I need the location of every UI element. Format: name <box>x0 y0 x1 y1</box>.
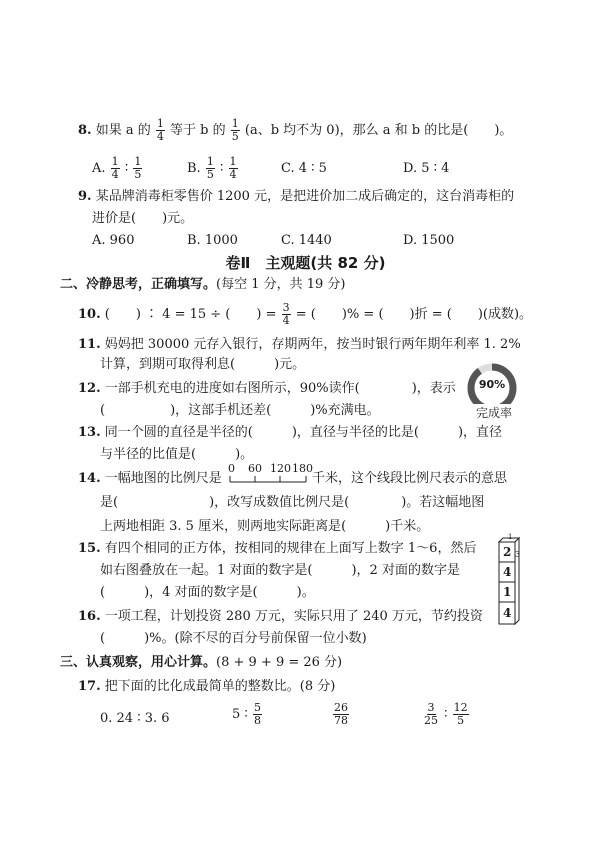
q8-line <box>78 118 512 143</box>
q14-line1-tail: 千米，这个线段比例尺表示的意思 <box>312 471 508 486</box>
fraction: $\frac{1}{5}$ <box>231 117 239 143</box>
question-number: 14. <box>78 471 101 486</box>
q12-line1: 12. 一部手机充电的进度如右图所示，90%读作( )，表示 <box>78 381 456 396</box>
q8-option-a: A. $\frac{1}{4}$ ∶ $\frac{1}{5}$ <box>92 155 142 181</box>
q17-line: 17. 把下面的比化成最简单的整数比。(8 分) <box>78 679 336 694</box>
q15-line1: 15. 有四个相同的正方体，按相同的规律在上面写上数字 1～6，然后 <box>78 541 477 556</box>
q11-line1: 11. 妈妈把 30000 元存入银行，存期两年，按当时银行两年期年利率 1. 2% <box>78 337 521 352</box>
question-number: 9. <box>78 189 92 204</box>
cube-face: 1 <box>508 533 513 541</box>
section-heading: 二、冷静思考，正确填写。(每空 1 分，共 19 分) <box>60 277 346 292</box>
q15-line2: 如右图叠放在一起。1 对面的数字是( )，2 对面的数字是 <box>100 563 460 578</box>
q14-line1: 14. 一幅地图的比例尺是 <box>78 471 222 486</box>
scale-tick: 180 <box>292 462 313 475</box>
question-number: 10. <box>78 307 101 322</box>
q16-line1: 16. 一项工程，计划投资 280 万元，实际只用了 240 万元，节约投资 <box>78 609 483 624</box>
section-heading: 三、认真观察，用心计算。(8 + 9 + 9 = 26 分) <box>60 655 343 670</box>
q9-line1: 9. 某品牌消毒柜零售价 1200 元，是把进价加二成后确定的，这台消毒柜的 <box>78 189 515 204</box>
cube-face: 4 <box>503 606 512 620</box>
q17-expr-4: $\frac{3}{25}$ ∶ $\frac{12}{5}$ <box>424 701 468 727</box>
scale-tick: 120 <box>270 462 291 475</box>
cube-face: 2 <box>503 545 512 559</box>
q13-line2: 与半径的比值是( )。 <box>100 447 254 462</box>
scale-tick: 0 <box>228 462 235 475</box>
question-number: 13. <box>78 425 101 440</box>
q8-text-b: 等于 b 的 <box>170 123 226 138</box>
q9-option-a: A. 960 <box>92 233 135 248</box>
q14-line2: 是( )，改写成数值比例尺是( )。若这幅地图 <box>100 495 485 510</box>
cube-face: 1 <box>503 585 512 599</box>
q8-text-a: 如果 a 的 <box>95 123 151 138</box>
q17-expr-3: $\frac{26}{78}$ <box>334 701 348 727</box>
ring-percent: 90% <box>478 378 506 391</box>
q13-line1: 13. 同一个圆的直径是半径的( )，直径与半径的比是( )，直径 <box>78 425 503 440</box>
q16-line2: ( )%。(除不尽的百分号前保留一位小数) <box>100 631 367 646</box>
q9-line2: 进价是( )元。 <box>92 211 194 226</box>
q9-option-b: B. 1000 <box>187 233 238 248</box>
scale-tick: 60 <box>248 462 262 475</box>
ring-caption: 完成率 <box>468 404 520 421</box>
question-number: 15. <box>78 541 101 556</box>
q8-text-c: (a、b 均不为 0)，那么 a 和 b 的比是( )。 <box>244 123 513 138</box>
q12-line2: ( )，这部手机还差( )%充满电。 <box>100 403 380 418</box>
q8-option-c: C. 4 ∶ 5 <box>281 161 327 176</box>
cube-face: 4 <box>503 565 512 579</box>
question-number: 16. <box>78 609 101 624</box>
fraction: $\frac{1}{4}$ <box>156 117 164 143</box>
scale-bar <box>228 462 313 488</box>
q17-expr-2: 5 ∶ $\frac{5}{8}$ <box>232 701 261 727</box>
question-number: 8. <box>78 123 92 138</box>
question-number: 17. <box>78 679 101 694</box>
question-number: 11. <box>78 337 101 352</box>
q11-line2: 计算，到期可取得利息( )元。 <box>100 357 306 372</box>
q8-option-b: B. $\frac{1}{5}$ ∶ $\frac{1}{4}$ <box>187 155 237 181</box>
cube-stack <box>496 533 521 626</box>
q17-expr-1: 0. 24 ∶ 3. 6 <box>100 711 170 726</box>
q14-line3: 上两地相距 3. 5 厘米，则两地实际距离是( )千米。 <box>100 519 430 534</box>
q8-option-d: D. 5 ∶ 4 <box>403 161 450 176</box>
question-number: 12. <box>78 381 101 396</box>
q9-option-c: C. 1440 <box>281 233 332 248</box>
q10-line: 10. ( ) ∶ 4 = 15 ÷ ( ) = $\frac{3}{4}$ = ( )% = ( )折 = ( )(成数)。 <box>78 301 533 327</box>
part-title: 卷Ⅱ 主观题(共 82 分) <box>225 254 386 272</box>
q9-option-d: D. 1500 <box>403 233 455 248</box>
cube-face: 3 <box>515 550 521 559</box>
q15-line3: ( )，4 对面的数字是( )。 <box>100 585 315 600</box>
